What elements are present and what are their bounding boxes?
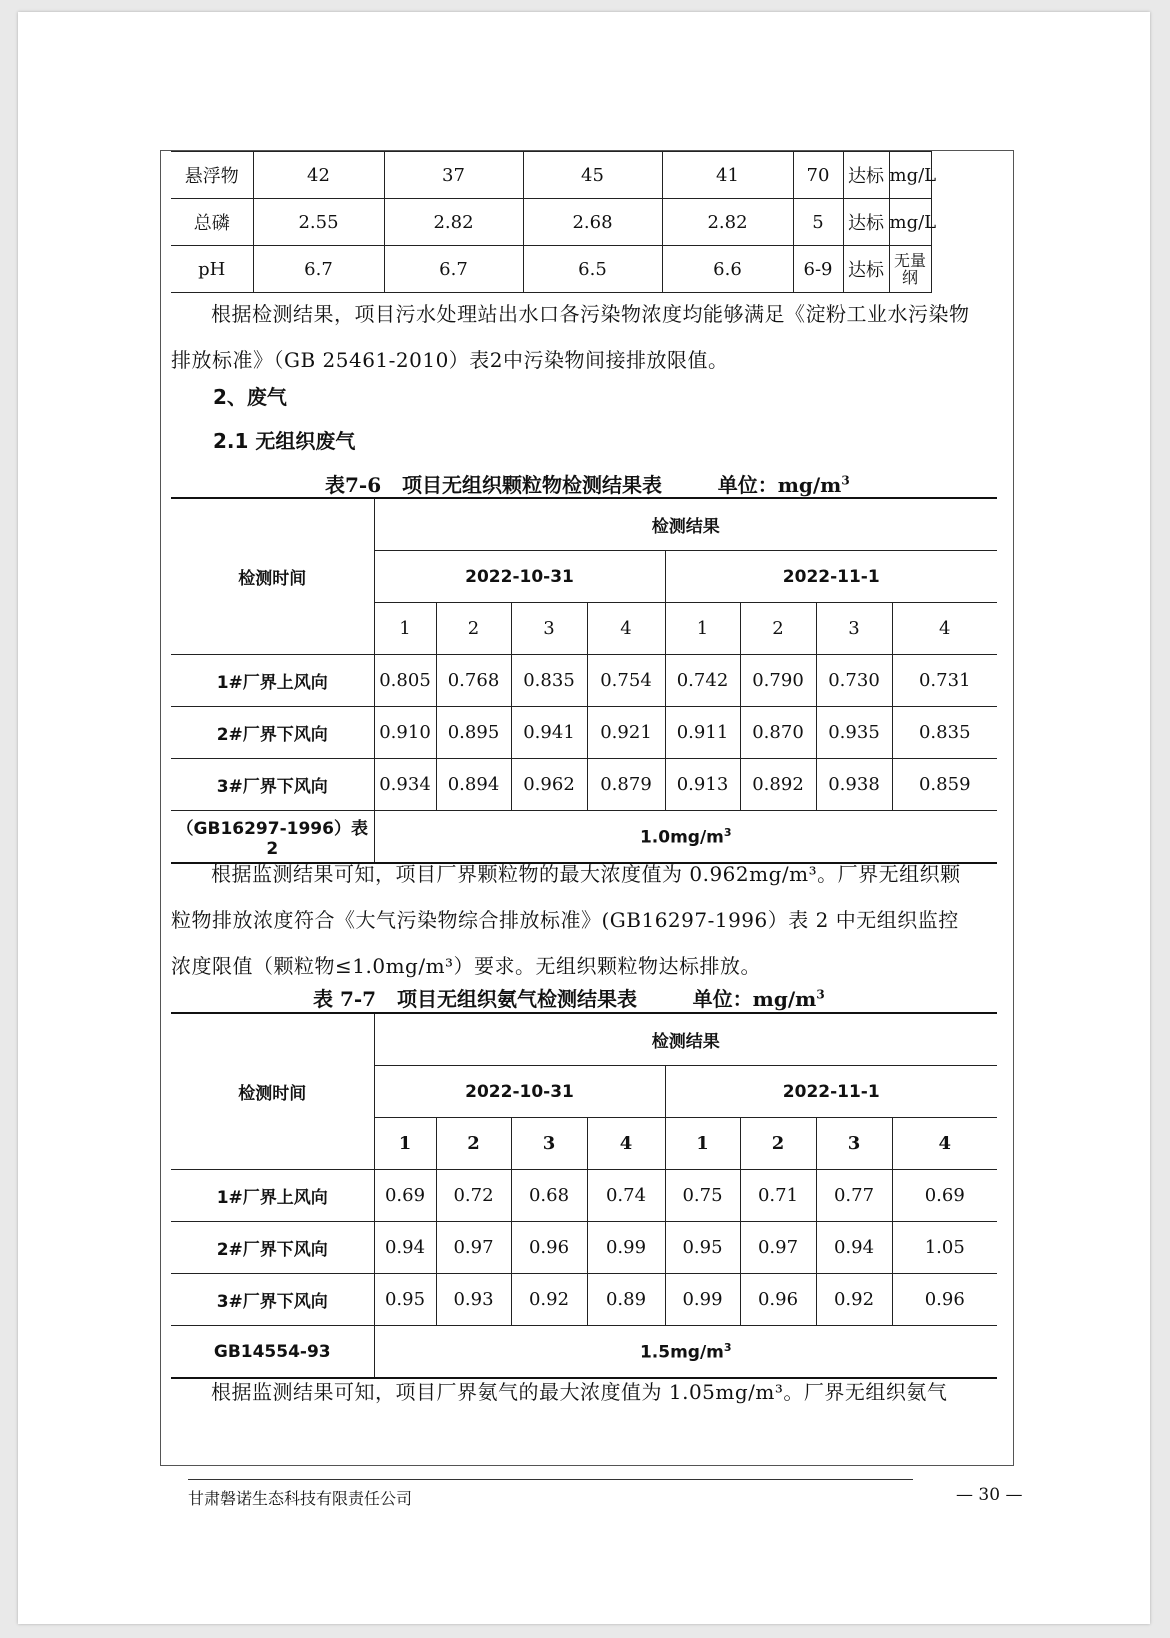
cell: 0.75 xyxy=(665,1170,740,1222)
table-row xyxy=(171,1170,997,1222)
cell: 6.7 xyxy=(384,246,523,293)
table-row xyxy=(171,1274,997,1326)
cell: 2.82 xyxy=(384,199,523,246)
cell: 0.941 xyxy=(511,707,587,759)
caption-text: 表 7-7 项目无组织氨气检测结果表 单位：mg/m xyxy=(313,987,817,1011)
caption-sup: 3 xyxy=(841,473,850,488)
cell: 0.95 xyxy=(374,1274,436,1326)
unit-cell: mg/L xyxy=(889,199,931,246)
table-row xyxy=(171,1222,997,1274)
cell: 0.96 xyxy=(740,1274,816,1326)
cell: 0.742 xyxy=(665,655,740,707)
cell: 1.05 xyxy=(892,1222,997,1274)
caption-text: 表7-6 项目无组织颗粒物检测结果表 单位：mg/m xyxy=(325,473,842,497)
header-time: 检测时间 xyxy=(171,1013,374,1170)
subsection-heading-fugitive-gas: 2.1 无组织废气 xyxy=(213,429,356,453)
cell: 0.768 xyxy=(436,655,511,707)
cell: 0.99 xyxy=(587,1222,665,1274)
cell: 0.74 xyxy=(587,1170,665,1222)
header-result: 检测结果 xyxy=(374,498,997,551)
table-7-7-caption xyxy=(313,983,825,1012)
cell: 6.5 xyxy=(523,246,662,293)
cell: 0.94 xyxy=(816,1222,892,1274)
table-row xyxy=(171,707,997,759)
document-page xyxy=(18,12,1150,1624)
status-cell: 达标 xyxy=(843,152,889,199)
cell: 0.754 xyxy=(587,655,665,707)
cell: 0.89 xyxy=(587,1274,665,1326)
cell: 42 xyxy=(253,152,384,199)
section-heading-waste-gas: 2、废气 xyxy=(213,385,287,409)
idx-cell: 2 xyxy=(436,1118,511,1170)
cell: 2.68 xyxy=(523,199,662,246)
row-label: 3#厂界下风向 xyxy=(171,1274,374,1326)
page-number: — 30 — xyxy=(956,1485,1023,1505)
cell: 0.96 xyxy=(511,1222,587,1274)
particulate-table xyxy=(171,497,997,864)
cell: 0.892 xyxy=(740,759,816,811)
table-7-6-caption xyxy=(325,469,850,498)
cell: 45 xyxy=(523,152,662,199)
table-row xyxy=(171,199,931,246)
paragraph-water-result: 根据检测结果，项目污水处理站出水口各污染物浓度均能够满足《淀粉工业水污染物排放标准》（GB 25461-2010）表2中污染物间接排放限值。 xyxy=(171,302,970,372)
cell: 0.97 xyxy=(740,1222,816,1274)
standard-value-sup: 3 xyxy=(723,825,732,839)
header-result: 检测结果 xyxy=(374,1013,997,1066)
cell: 0.790 xyxy=(740,655,816,707)
cell: 0.99 xyxy=(665,1274,740,1326)
cell: 0.879 xyxy=(587,759,665,811)
table-row xyxy=(171,152,931,199)
idx-cell: 1 xyxy=(374,1118,436,1170)
table-row xyxy=(171,246,931,293)
cell: 6.7 xyxy=(253,246,384,293)
idx-cell: 3 xyxy=(511,603,587,655)
cell: 0.96 xyxy=(892,1274,997,1326)
cell: 41 xyxy=(662,152,793,199)
cell: 2.55 xyxy=(253,199,384,246)
idx-cell: 1 xyxy=(374,603,436,655)
cell: 0.72 xyxy=(436,1170,511,1222)
idx-cell: 4 xyxy=(587,1118,665,1170)
row-label: 3#厂界下风向 xyxy=(171,759,374,811)
standard-label: GB14554-93 xyxy=(171,1326,374,1379)
cell: 0.68 xyxy=(511,1170,587,1222)
cell: 0.910 xyxy=(374,707,436,759)
standard-label: （GB16297-1996）表 2 xyxy=(171,811,374,864)
idx-cell: 3 xyxy=(511,1118,587,1170)
cell: 0.859 xyxy=(892,759,997,811)
footer-company: 甘肃磐诺生态科技有限责任公司 xyxy=(188,1489,413,1508)
cell: 0.895 xyxy=(436,707,511,759)
paragraph-particulate-result: 根据监测结果可知，项目厂界颗粒物的最大浓度值为 0.962mg/m³。厂界无组织颗粒物排放浓度符合《大气污染物综合排放标准》(GB16297-1996）表 2 中无组织监控浓度限值（颗粒物≤1.0mg/m³）要求。无组织颗粒物达标排放。 xyxy=(171,862,961,978)
idx-cell: 1 xyxy=(665,1118,740,1170)
idx-cell: 4 xyxy=(892,603,997,655)
header-date-2: 2022-11-1 xyxy=(665,1066,997,1118)
header-date-1: 2022-10-31 xyxy=(374,1066,665,1118)
cell: 0.731 xyxy=(892,655,997,707)
status-cell: 达标 xyxy=(843,199,889,246)
idx-cell: 2 xyxy=(740,603,816,655)
cell: 0.835 xyxy=(892,707,997,759)
cell: 0.730 xyxy=(816,655,892,707)
unit-cell: mg/L xyxy=(889,152,931,199)
cell: 0.71 xyxy=(740,1170,816,1222)
row-label: 1#厂界上风向 xyxy=(171,655,374,707)
standard-value-text: 1.0mg/m xyxy=(639,827,724,848)
standard-value-sup: 3 xyxy=(723,1340,732,1354)
ammonia-table xyxy=(171,1012,997,1379)
cell: 6.6 xyxy=(662,246,793,293)
cell: 0.92 xyxy=(511,1274,587,1326)
standard-value-text: 1.5mg/m xyxy=(639,1342,724,1363)
limit-cell: 70 xyxy=(793,152,843,199)
footer-divider xyxy=(188,1479,913,1480)
content-frame xyxy=(160,150,1014,1466)
cell: 0.934 xyxy=(374,759,436,811)
cell: 0.935 xyxy=(816,707,892,759)
idx-cell: 3 xyxy=(816,1118,892,1170)
pollutant-name: 总磷 xyxy=(171,199,253,246)
table-row xyxy=(171,759,997,811)
idx-cell: 4 xyxy=(892,1118,997,1170)
cell: 0.894 xyxy=(436,759,511,811)
cell: 0.92 xyxy=(816,1274,892,1326)
idx-cell: 3 xyxy=(816,603,892,655)
paragraph-ammonia-result: 根据监测结果可知，项目厂界氨气的最大浓度值为 1.05mg/m³。厂界无组织氨气 xyxy=(211,1380,948,1404)
cell: 0.870 xyxy=(740,707,816,759)
idx-cell: 2 xyxy=(436,603,511,655)
status-cell: 达标 xyxy=(843,246,889,293)
cell: 0.913 xyxy=(665,759,740,811)
idx-cell: 4 xyxy=(587,603,665,655)
cell: 0.921 xyxy=(587,707,665,759)
cell: 0.835 xyxy=(511,655,587,707)
row-label: 2#厂界下风向 xyxy=(171,1222,374,1274)
row-label: 2#厂界下风向 xyxy=(171,707,374,759)
header-time: 检测时间 xyxy=(171,498,374,655)
cell: 37 xyxy=(384,152,523,199)
pollutant-name: pH xyxy=(171,246,253,293)
row-label: 1#厂界上风向 xyxy=(171,1170,374,1222)
water-pollutant-table xyxy=(171,151,937,293)
cell: 0.97 xyxy=(436,1222,511,1274)
cell: 0.69 xyxy=(892,1170,997,1222)
cell: 0.69 xyxy=(374,1170,436,1222)
header-date-1: 2022-10-31 xyxy=(374,551,665,603)
cell: 2.82 xyxy=(662,199,793,246)
cell: 0.95 xyxy=(665,1222,740,1274)
idx-cell: 1 xyxy=(665,603,740,655)
cell: 0.911 xyxy=(665,707,740,759)
cell: 0.962 xyxy=(511,759,587,811)
pollutant-name: 悬浮物 xyxy=(171,152,253,199)
limit-cell: 6-9 xyxy=(793,246,843,293)
cell: 0.94 xyxy=(374,1222,436,1274)
table-row xyxy=(171,655,997,707)
cell: 0.77 xyxy=(816,1170,892,1222)
caption-sup: 3 xyxy=(816,987,825,1002)
cell: 0.93 xyxy=(436,1274,511,1326)
idx-cell: 2 xyxy=(740,1118,816,1170)
unit-cell: 无量纲 xyxy=(889,246,931,293)
header-date-2: 2022-11-1 xyxy=(665,551,997,603)
cell: 0.938 xyxy=(816,759,892,811)
cell: 0.805 xyxy=(374,655,436,707)
limit-cell: 5 xyxy=(793,199,843,246)
